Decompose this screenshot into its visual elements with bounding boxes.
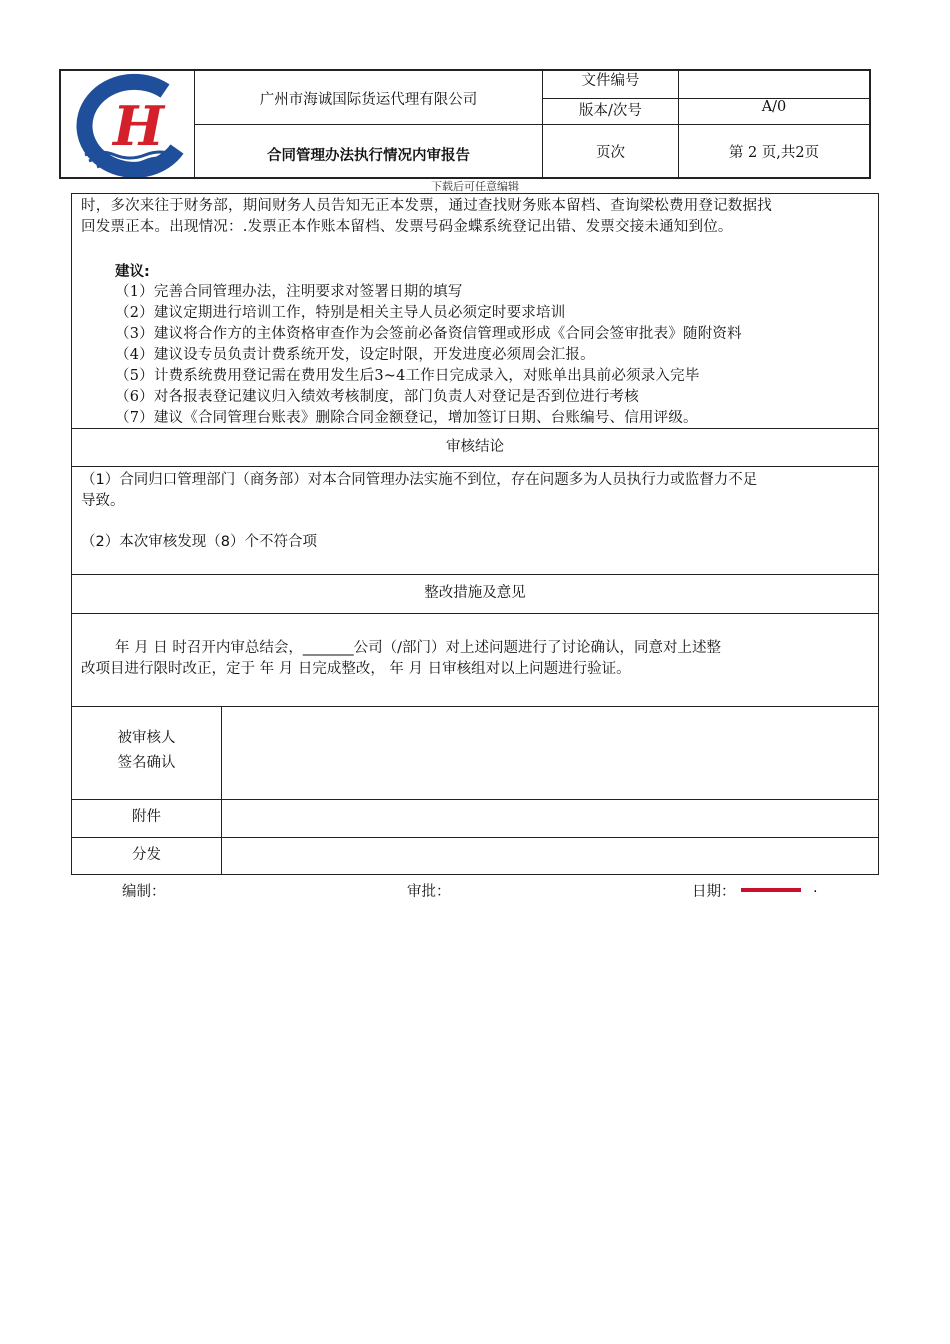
suggestion-item: （7）建议《合同管理台账表》删除合同金额登记，增加签订日期、台账编号、信用评级。 xyxy=(115,410,698,426)
report-body-table xyxy=(71,193,879,875)
conclusion-line: （2）本次审核发现（8）个不符合项 xyxy=(81,534,317,550)
suggestion-title: 建议: xyxy=(115,264,150,280)
distribution-field[interactable] xyxy=(222,838,878,874)
findings-line: 回发票正本。出现情况：.发票正本作账本留档、发票号码金蝶系统登记出错、发票交接未通知到位。 xyxy=(81,219,733,235)
doc-number-label: 文件编号 xyxy=(581,73,640,89)
suggestion-item: （1）完善合同管理办法，注明要求对签署日期的填写 xyxy=(115,284,463,300)
page-value: 第 2 页,共2页 xyxy=(728,145,820,161)
suggestion-item: （4）建议设专员负责计费系统开发，设定时限，开发进度必须周会汇报。 xyxy=(115,347,595,363)
company-logo-icon xyxy=(65,73,193,177)
conclusion-line: 导致。 xyxy=(81,493,125,509)
company-logo xyxy=(65,73,193,177)
suggestion-item: （3）建议将合作方的主体资格审查作为会签前必备资信管理或形成《合同会签审批表》随附资料 xyxy=(115,326,742,342)
attachment-label: 附件 xyxy=(132,809,161,825)
page-label: 页次 xyxy=(596,145,625,161)
suggestion-item: （5）计费系统费用登记需在费用发生后3~4工作日完成录入，对账单出具前必须录入完毕 xyxy=(115,368,700,384)
document-header xyxy=(59,69,871,179)
prepared-by-label: 编制： xyxy=(122,884,166,900)
auditee-label: 签名确认 xyxy=(117,755,176,771)
suggestion-item: （6）对各报表登记建议归入绩效考核制度，部门负责人对登记是否到位进行考核 xyxy=(115,389,639,405)
report-title: 合同管理办法执行情况内审报告 xyxy=(267,148,470,164)
rectification-line: 年 月 日 时召开内审总结会，_______公司（/部门）对上述问题进行了讨论确认，同意对上述整 xyxy=(115,640,721,656)
date-label: 日期： xyxy=(692,884,736,900)
auditee-label: 被审核人 xyxy=(117,730,176,746)
suggestion-item: （2）建议定期进行培训工作，特别是相关主导人员必须定时要求培训 xyxy=(115,305,566,321)
date-suffix: . xyxy=(813,880,818,896)
conclusion-line: （1）合同归口管理部门（商务部）对本合同管理办法实施不到位，存在问题多为人员执行力或监督力不足 xyxy=(81,472,758,488)
auditee-signature-field[interactable] xyxy=(222,707,878,799)
watermark-text: 下载后可任意编辑 xyxy=(431,180,519,193)
version-label: 版本/次号 xyxy=(579,103,642,119)
approved-by-label: 审批： xyxy=(407,884,451,900)
rectification-line: 改项目进行限时改正，定于 年 月 日完成整改， 年 月 日审核组对以上问题进行验证。 xyxy=(81,661,631,677)
distribution-label: 分发 xyxy=(132,847,161,863)
company-name: 广州市海诚国际货运代理有限公司 xyxy=(259,92,478,108)
version-value: A/0 xyxy=(761,99,787,115)
findings-line: 时，多次来往于财务部，期间财务人员告知无正本发票，通过查找财务账本留档、查询梁松费用登记数据找 xyxy=(81,198,772,214)
rectification-title: 整改措施及意见 xyxy=(424,585,526,601)
svg-text:H: H xyxy=(113,94,165,158)
conclusion-title: 审核结论 xyxy=(446,439,504,455)
attachment-field[interactable] xyxy=(222,800,878,837)
date-redaction-mark xyxy=(741,888,801,892)
